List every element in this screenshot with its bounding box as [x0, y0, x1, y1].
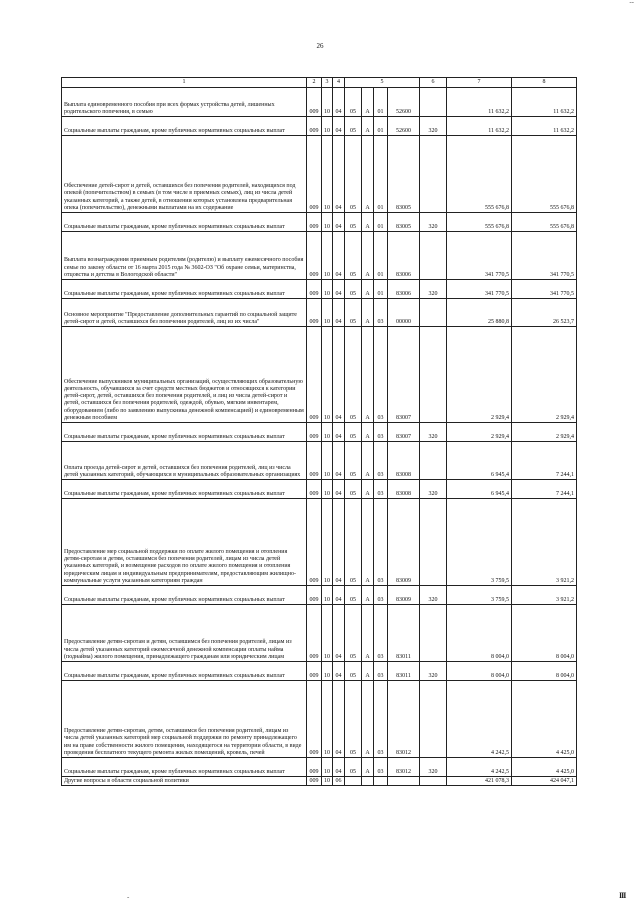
row-program: 05 [345, 327, 362, 423]
row-subsection: 04 [333, 499, 345, 586]
row-grbs: 009 [307, 586, 322, 605]
row-expense-type: 320 [420, 117, 447, 136]
row-program-letter: A [362, 299, 374, 327]
table-row [62, 327, 577, 423]
row-amount-year2: 2 929,4 [512, 423, 577, 442]
row-expense-type [420, 232, 447, 280]
row-amount-year2: 8 004,0 [512, 662, 577, 681]
row-name: Выплата единовременного пособия при всех формах устройства детей, лишенных родительского попечения, в семью [62, 88, 307, 117]
row-subsection: 04 [333, 423, 345, 442]
row-amount-year1: 8 004,0 [447, 605, 512, 662]
row-section: 10 [322, 213, 333, 232]
row-grbs: 009 [307, 280, 322, 299]
row-program: 05 [345, 681, 362, 758]
row-grbs: 009 [307, 423, 322, 442]
row-name: Основное мероприятие "Предоставление дополнительных гарантий по социальной защите детей-сирот и детей, оставшихся без попечения родителей, лиц из их числа" [62, 299, 307, 327]
row-program: 05 [345, 758, 362, 777]
row-name: Оплата проезда детей-сирот и детей, оставшихся без попечения родителей, лиц из числа детей указанных категорий, обучающихся в муниципальных образовательных организациях [62, 442, 307, 480]
row-grbs: 009 [307, 117, 322, 136]
row-program: 05 [345, 232, 362, 280]
row-name: Социальные выплаты гражданам, кроме публичных нормативных социальных выплат [62, 423, 307, 442]
row-direction-code: 83009 [388, 499, 420, 586]
row-subprogram: 01 [374, 88, 388, 117]
row-section: 10 [322, 327, 333, 423]
table-row [62, 777, 577, 786]
row-section: 10 [322, 605, 333, 662]
row-subsection: 04 [333, 232, 345, 280]
row-direction-code: 83007 [388, 327, 420, 423]
row-program-letter: A [362, 280, 374, 299]
row-program-letter: A [362, 442, 374, 480]
row-name: Обеспечение выпускников муниципальных организаций, осуществляющих образовательную деятельность, обучавшихся за счет средств местных бюджетов и относящихся к категории детей-сирот, детей, оставшихся без попечения родителей, и лиц из числа детей-сирот и детей, оставшихся без попечения родителей, одеждой, обувью, мягким инвентарем, оборудованием (либо по заявлению выпускника денежной компенсацией) и единовременным денежным пособием [62, 327, 307, 423]
table-row [62, 681, 577, 758]
row-direction-code: 52600 [388, 88, 420, 117]
row-direction-code: 00000 [388, 299, 420, 327]
row-program-letter: A [362, 605, 374, 662]
header-cell: 6 [420, 78, 447, 88]
row-direction-code: 83006 [388, 280, 420, 299]
row-name: Социальные выплаты гражданам, кроме публичных нормативных социальных выплат [62, 213, 307, 232]
row-expense-type [420, 499, 447, 586]
row-amount-year2: 11 632,2 [512, 88, 577, 117]
row-program-letter: A [362, 327, 374, 423]
row-section: 10 [322, 136, 333, 213]
row-expense-type [420, 327, 447, 423]
row-section: 10 [322, 662, 333, 681]
row-subsection: 04 [333, 213, 345, 232]
row-subprogram: 03 [374, 442, 388, 480]
row-direction-code: 83008 [388, 442, 420, 480]
row-amount-year2: 8 004,0 [512, 605, 577, 662]
row-subsection: 06 [333, 777, 345, 786]
row-name: Выплата вознаграждения приемным родителям (родителю) и выплату ежемесячного пособия семье по закону области от 16 марта 2015 года № 3602-ОЗ "Об охране семьи, материнства, отцовства и детства в Вологодской области" [62, 232, 307, 280]
row-direction-code: 83009 [388, 586, 420, 605]
row-expense-type: 320 [420, 423, 447, 442]
bottom-left-mark: - [127, 893, 130, 901]
row-subsection: 04 [333, 88, 345, 117]
row-program [345, 777, 362, 786]
row-amount-year2: 424 047,1 [512, 777, 577, 786]
row-amount-year2: 555 676,8 [512, 136, 577, 213]
row-amount-year1: 25 880,8 [447, 299, 512, 327]
row-section: 10 [322, 88, 333, 117]
row-amount-year2: 341 770,5 [512, 280, 577, 299]
row-amount-year1: 341 770,5 [447, 280, 512, 299]
row-direction-code: 83006 [388, 232, 420, 280]
row-direction-code: 83012 [388, 681, 420, 758]
row-program: 05 [345, 213, 362, 232]
table-header-row [62, 78, 577, 88]
row-grbs: 009 [307, 480, 322, 499]
row-amount-year1: 3 759,5 [447, 586, 512, 605]
row-section: 10 [322, 442, 333, 480]
header-cell: 7 [447, 78, 512, 88]
row-direction-code: 83007 [388, 423, 420, 442]
row-grbs: 009 [307, 213, 322, 232]
row-program-letter: A [362, 117, 374, 136]
row-expense-type [420, 88, 447, 117]
row-subprogram: 03 [374, 758, 388, 777]
header-cell: 5 [345, 78, 420, 88]
row-expense-type [420, 299, 447, 327]
row-grbs: 009 [307, 442, 322, 480]
row-expense-type: 320 [420, 662, 447, 681]
row-name: Социальные выплаты гражданам, кроме публичных нормативных социальных выплат [62, 586, 307, 605]
row-amount-year1: 2 929,4 [447, 423, 512, 442]
row-program: 05 [345, 88, 362, 117]
row-subprogram: 03 [374, 480, 388, 499]
row-section: 10 [322, 777, 333, 786]
row-subprogram: 01 [374, 232, 388, 280]
row-program: 05 [345, 605, 362, 662]
row-amount-year2: 7 244,1 [512, 442, 577, 480]
row-name: Другие вопросы в области социальной политики [62, 777, 307, 786]
row-program-letter: A [362, 499, 374, 586]
table-row [62, 299, 577, 327]
row-subsection: 04 [333, 605, 345, 662]
row-program-letter: A [362, 88, 374, 117]
row-grbs: 009 [307, 327, 322, 423]
table-row [62, 480, 577, 499]
row-program: 05 [345, 117, 362, 136]
row-amount-year2: 26 523,7 [512, 299, 577, 327]
row-expense-type: 320 [420, 280, 447, 299]
row-direction-code: 83005 [388, 136, 420, 213]
table-row [62, 213, 577, 232]
row-grbs: 009 [307, 299, 322, 327]
row-amount-year1: 4 242,5 [447, 758, 512, 777]
row-subprogram: 03 [374, 586, 388, 605]
row-subprogram: 03 [374, 605, 388, 662]
table-row [62, 442, 577, 480]
header-cell: 8 [512, 78, 577, 88]
row-grbs: 009 [307, 758, 322, 777]
row-amount-year1: 11 632,2 [447, 117, 512, 136]
row-section: 10 [322, 586, 333, 605]
row-program: 05 [345, 499, 362, 586]
row-subprogram: 03 [374, 327, 388, 423]
row-program: 05 [345, 480, 362, 499]
row-grbs: 009 [307, 88, 322, 117]
table-row [62, 605, 577, 662]
row-program: 05 [345, 586, 362, 605]
row-grbs: 009 [307, 232, 322, 280]
table-row [62, 117, 577, 136]
row-expense-type [420, 681, 447, 758]
row-subprogram: 01 [374, 136, 388, 213]
row-section: 10 [322, 480, 333, 499]
row-name: Социальные выплаты гражданам, кроме публичных нормативных социальных выплат [62, 117, 307, 136]
row-direction-code: 83005 [388, 213, 420, 232]
row-grbs: 009 [307, 605, 322, 662]
header-cell: 1 [62, 78, 307, 88]
row-program-letter: A [362, 681, 374, 758]
row-expense-type [420, 777, 447, 786]
row-name: Социальные выплаты гражданам, кроме публичных нормативных социальных выплат [62, 280, 307, 299]
row-program: 05 [345, 299, 362, 327]
row-name: Социальные выплаты гражданам, кроме публичных нормативных социальных выплат [62, 758, 307, 777]
row-subsection: 04 [333, 280, 345, 299]
row-subprogram: 03 [374, 662, 388, 681]
row-subprogram: 03 [374, 499, 388, 586]
row-expense-type [420, 136, 447, 213]
row-section: 10 [322, 499, 333, 586]
row-program: 05 [345, 280, 362, 299]
row-subprogram: 03 [374, 681, 388, 758]
row-amount-year1: 2 929,4 [447, 327, 512, 423]
row-program: 05 [345, 423, 362, 442]
row-subsection: 04 [333, 758, 345, 777]
row-direction-code: 52600 [388, 117, 420, 136]
row-amount-year2: 7 244,1 [512, 480, 577, 499]
row-name: Предоставление детям-сиротам и детям, оставшимся без попечения родителей, лицам из числа детей указанных категорий ежемесячной денежной компенсации оплаты найма (поднайма) жилого помещения, принадлежащего гражданам или юридическим лицам [62, 605, 307, 662]
row-amount-year1: 3 759,5 [447, 499, 512, 586]
row-section: 10 [322, 280, 333, 299]
row-section: 10 [322, 232, 333, 280]
row-grbs: 009 [307, 777, 322, 786]
row-name: Предоставление мер социальной поддержки по оплате жилого помещения и отопления детям-сиротам и детям, оставшимся без попечения родителей, лицам из числа детей указанных категорий, и возмещение расходов по оплате жилого помещения и отопления юридическим лицам и индивидуальным предпринимателям, предоставляющим жилищно-коммунальные услуги указанным категориям граждан [62, 499, 307, 586]
row-subsection: 04 [333, 662, 345, 681]
row-amount-year2: 11 632,2 [512, 117, 577, 136]
row-amount-year2: 341 770,5 [512, 232, 577, 280]
row-expense-type: 320 [420, 480, 447, 499]
row-section: 10 [322, 117, 333, 136]
row-subprogram: 01 [374, 117, 388, 136]
table-row [62, 136, 577, 213]
row-subsection: 04 [333, 327, 345, 423]
bottom-right-mark: III [619, 891, 626, 900]
row-section: 10 [322, 681, 333, 758]
row-amount-year1: 555 676,8 [447, 213, 512, 232]
row-direction-code: 83012 [388, 758, 420, 777]
row-program: 05 [345, 442, 362, 480]
row-program-letter: A [362, 662, 374, 681]
row-amount-year1: 6 945,4 [447, 480, 512, 499]
row-amount-year1: 341 770,5 [447, 232, 512, 280]
header-cell: 4 [333, 78, 345, 88]
table-row [62, 232, 577, 280]
row-amount-year2: 555 676,8 [512, 213, 577, 232]
row-subsection: 04 [333, 480, 345, 499]
row-subsection: 04 [333, 586, 345, 605]
table-row [62, 280, 577, 299]
row-subprogram: 03 [374, 423, 388, 442]
row-amount-year1: 6 945,4 [447, 442, 512, 480]
row-name: Социальные выплаты гражданам, кроме публичных нормативных социальных выплат [62, 480, 307, 499]
row-subprogram [374, 777, 388, 786]
row-name: Социальные выплаты гражданам, кроме публичных нормативных социальных выплат [62, 662, 307, 681]
header-cell: 3 [322, 78, 333, 88]
row-subsection: 04 [333, 681, 345, 758]
row-expense-type: 320 [420, 758, 447, 777]
row-direction-code: 83011 [388, 662, 420, 681]
row-section: 10 [322, 758, 333, 777]
row-amount-year1: 4 242,5 [447, 681, 512, 758]
row-program-letter: A [362, 232, 374, 280]
row-grbs: 009 [307, 662, 322, 681]
table-row [62, 758, 577, 777]
row-grbs: 009 [307, 499, 322, 586]
budget-table [61, 77, 577, 786]
row-amount-year1: 421 078,3 [447, 777, 512, 786]
row-amount-year1: 8 004,0 [447, 662, 512, 681]
row-direction-code: 83008 [388, 480, 420, 499]
row-subsection: 04 [333, 117, 345, 136]
row-amount-year2: 4 425,0 [512, 681, 577, 758]
table-row [62, 586, 577, 605]
row-section: 10 [322, 299, 333, 327]
row-subprogram: 01 [374, 213, 388, 232]
table-row [62, 499, 577, 586]
row-expense-type: 320 [420, 586, 447, 605]
row-program-letter: A [362, 423, 374, 442]
row-grbs: 009 [307, 681, 322, 758]
row-program: 05 [345, 662, 362, 681]
table-row [62, 423, 577, 442]
row-program-letter: A [362, 586, 374, 605]
row-subsection: 04 [333, 442, 345, 480]
table-row [62, 662, 577, 681]
row-program-letter: A [362, 480, 374, 499]
row-subprogram: 01 [374, 280, 388, 299]
row-name: Обеспечение детей-сирот и детей, оставшихся без попечения родителей, находящихся под опекой (попечительством) в семьях (в том числе в приемных семьях), лиц из числа детей указанных категорий, а также детей, в отношении которых установлена предварительная опека (попечительство), денежными выплатами на их содержание [62, 136, 307, 213]
row-expense-type: 320 [420, 213, 447, 232]
row-expense-type [420, 442, 447, 480]
row-amount-year2: 3 921,2 [512, 499, 577, 586]
header-cell: 2 [307, 78, 322, 88]
row-program: 05 [345, 136, 362, 213]
row-amount-year1: 11 632,2 [447, 88, 512, 117]
row-amount-year2: 4 425,0 [512, 758, 577, 777]
corner-mark: -- [629, 0, 634, 6]
row-program-letter [362, 777, 374, 786]
row-subprogram: 03 [374, 299, 388, 327]
table-row [62, 88, 577, 117]
row-program-letter: A [362, 758, 374, 777]
row-amount-year2: 2 929,4 [512, 327, 577, 423]
row-program-letter: A [362, 213, 374, 232]
row-amount-year1: 555 676,8 [447, 136, 512, 213]
row-name: Предоставление детям-сиротам, детям, оставшимся без попечения родителей, лицам из числа детей указанных категорий мер социальной поддержки по ремонту принадлежащего им на праве собственности жилого помещения, находящегося на территории области, в виде проведения бесплатного текущего ремонта жилых помещений, кровель, печей [62, 681, 307, 758]
row-amount-year2: 3 921,2 [512, 586, 577, 605]
page-number: 26 [316, 42, 324, 50]
row-expense-type [420, 605, 447, 662]
row-section: 10 [322, 423, 333, 442]
row-direction-code [388, 777, 420, 786]
row-program-letter: A [362, 136, 374, 213]
row-subsection: 04 [333, 299, 345, 327]
row-grbs: 009 [307, 136, 322, 213]
row-subsection: 04 [333, 136, 345, 213]
row-direction-code: 83011 [388, 605, 420, 662]
